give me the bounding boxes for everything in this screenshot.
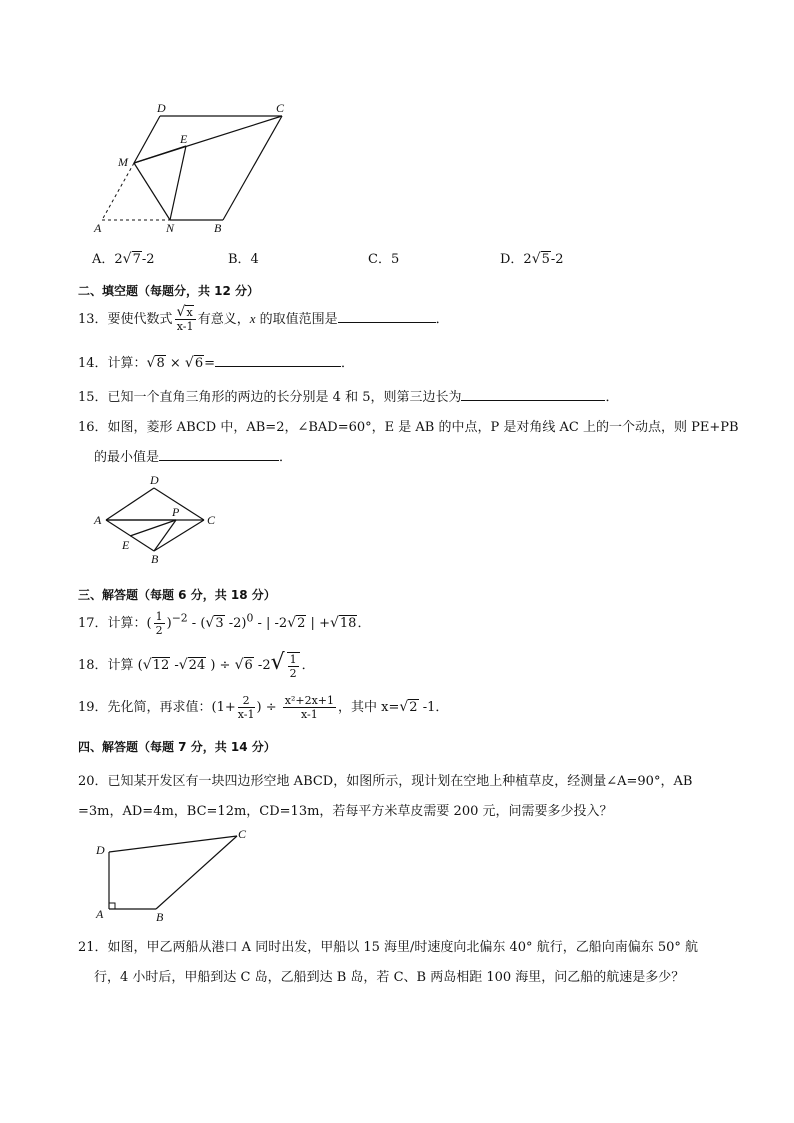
label-C: C [238, 827, 247, 841]
option-c: C．5 [368, 252, 400, 267]
question-15: 15．已知一个直角三角形的两边的长分别是 4 和 5，则第三边长为 ． [78, 386, 619, 405]
option-b: B．4 [228, 252, 259, 267]
label-D: D [96, 843, 105, 857]
question-21-line2: 行，4 小时后，甲船到达 C 岛，乙船到达 B 岛，若 C、B 两岛相距 100 海里，问乙船的航速是多少？ [94, 970, 685, 985]
label-B: B [151, 552, 159, 566]
question-21-line1: 21．如图，甲乙两船从港口 A 同时出发，甲船以 15 海里/时速度向北偏东 40° 航行，乙船向南偏东 50° 航 [78, 940, 698, 955]
label-B: B [156, 910, 164, 924]
label-M: M [118, 155, 128, 169]
question-13: 13．要使代数式 $\frac{√x}{x-1}$ 有意义，x 的取值范围是 ． [78, 304, 449, 333]
figure-quadrilateral [90, 824, 260, 924]
question-17: 17．计算：( $\frac{1}{2}$ )$^{-2}$ - (√3 -2)$^0$ - | -2√2 | +√18． [78, 610, 371, 637]
question-16-line1: 16．如图，菱形 ABCD 中，AB=2，∠BAD=60°，E 是 AB 的中点，P 是对角线 AC 上的一个动点，则 PE+PB [78, 420, 739, 435]
question-20-line1: 20．已知某开发区有一块四边形空地 ABCD，如图所示，现计划在空地上种植草皮，经测量∠A=90°，AB [78, 774, 693, 789]
option-d: D．2√5-2 [500, 251, 564, 267]
question-16-line2: 的最小值是 ． [94, 446, 292, 465]
label-D: D [157, 101, 166, 115]
label-E: E [180, 132, 188, 146]
question-14: 14．计算：√8 × √6= ． [78, 355, 355, 371]
option-a: A．2√7-2 [92, 251, 155, 267]
figure-parallelogram [90, 98, 300, 238]
question-20-line2: =3m，AD=4m，BC=12m，CD=13m，若每平方米草皮需要 200 元，问需要多少投入？ [78, 804, 613, 819]
label-E: E [122, 538, 130, 552]
section-solve-2: 四、解答题（每题 7 分，共 14 分） [78, 740, 276, 754]
section-fill-in: 二、填空题（每题分，共 12 分） [78, 284, 260, 298]
label-N: N [166, 221, 175, 235]
label-B: B [214, 221, 222, 235]
label-C: C [207, 513, 216, 527]
label-P: P [172, 505, 180, 519]
figure-rhombus [92, 474, 222, 568]
label-C: C [276, 101, 285, 115]
label-A: A [94, 513, 102, 527]
question-18: 18．计算 (√12 -√24 ) ÷ √6 -2√ $\frac{1}{2}$ ． [78, 650, 315, 680]
label-A: A [94, 221, 102, 235]
section-solve-1: 三、解答题（每题 6 分，共 18 分） [78, 588, 276, 602]
label-D: D [150, 474, 159, 487]
question-19: 19．先化简，再求值：(1+ $\frac{2}{x-1}$ ) ÷ $\frac{\text{x²+2x+1}}{x-1}$ ，其中 x=√2 -1． [78, 694, 449, 721]
label-A: A [96, 907, 104, 921]
